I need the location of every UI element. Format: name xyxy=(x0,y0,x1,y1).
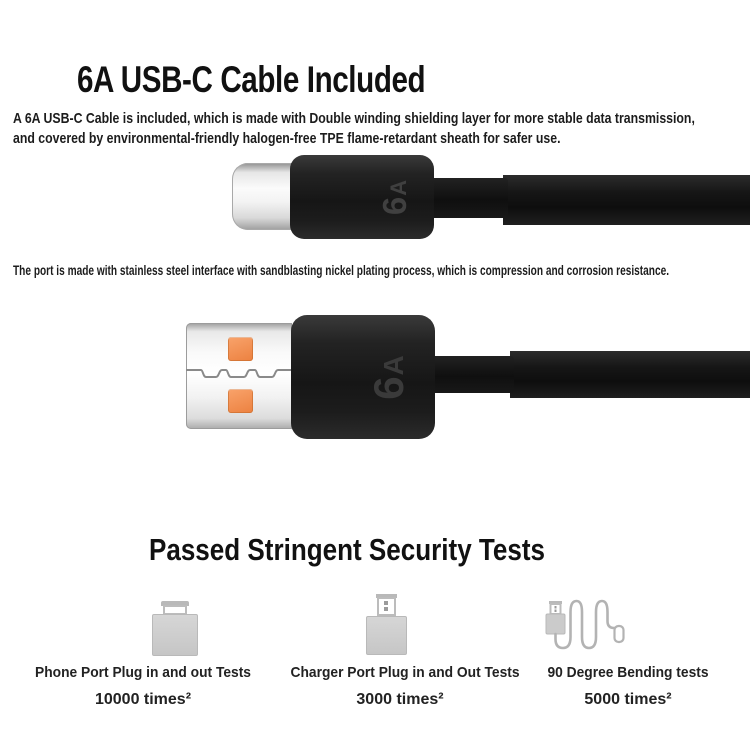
usb-c-metal-tip xyxy=(232,163,294,230)
tests-section-title: Passed Stringent Security Tests xyxy=(148,532,546,567)
port-note: The port is made with stainless steel interface with sandblasting nickel plating process, which is compression and corrosion resistance. xyxy=(13,263,670,278)
usb-c-strain-relief xyxy=(428,178,508,218)
page-title: 6A USB-C Cable Included xyxy=(77,59,426,100)
usb-c-plug-label: 6A xyxy=(376,178,413,216)
usb-a-strain-relief xyxy=(430,356,514,393)
usb-a-pin-bottom xyxy=(228,389,253,413)
usb-a-plug-icon-body xyxy=(366,616,407,655)
usb-a-seam xyxy=(186,366,292,382)
usb-c-connector-photo xyxy=(0,150,750,260)
test-item-label: Charger Port Plug in and Out Tests xyxy=(290,664,520,681)
usb-a-pin-top xyxy=(228,337,253,361)
hero-description-line1: A 6A USB-C Cable is included, which is made with Double winding shielding layer for more stable data transmission, xyxy=(13,110,695,127)
test-item-label: 90 Degree Bending tests xyxy=(547,664,709,681)
test-item-phone-port xyxy=(25,663,261,709)
test-item-charger-port xyxy=(281,663,519,709)
hero-description xyxy=(13,109,750,148)
test-item-label: Phone Port Plug in and out Tests xyxy=(35,664,251,681)
hero-description-line2: and covered by environmental-friendly halogen-free TPE flame-retardant sheath for safer use. xyxy=(13,129,561,147)
test-item-bending xyxy=(519,663,737,709)
test-item-value: 10000 times² xyxy=(94,691,192,708)
usb-c-cable xyxy=(503,175,750,225)
usb-a-connector-photo xyxy=(0,300,750,455)
bending-cable-icon xyxy=(543,593,629,657)
usb-a-cable xyxy=(510,351,750,398)
usb-a-plug-icon-pin xyxy=(384,601,388,605)
usb-a-plug-icon xyxy=(366,594,407,655)
usb-a-plug-label: 6A xyxy=(365,354,412,400)
usb-c-plug-icon xyxy=(152,601,198,656)
test-item-value: 5000 times² xyxy=(584,691,672,708)
usb-c-plug-icon-body xyxy=(152,614,198,656)
test-item-value: 3000 times² xyxy=(356,691,444,708)
usb-a-plug-icon-pin xyxy=(384,607,388,611)
